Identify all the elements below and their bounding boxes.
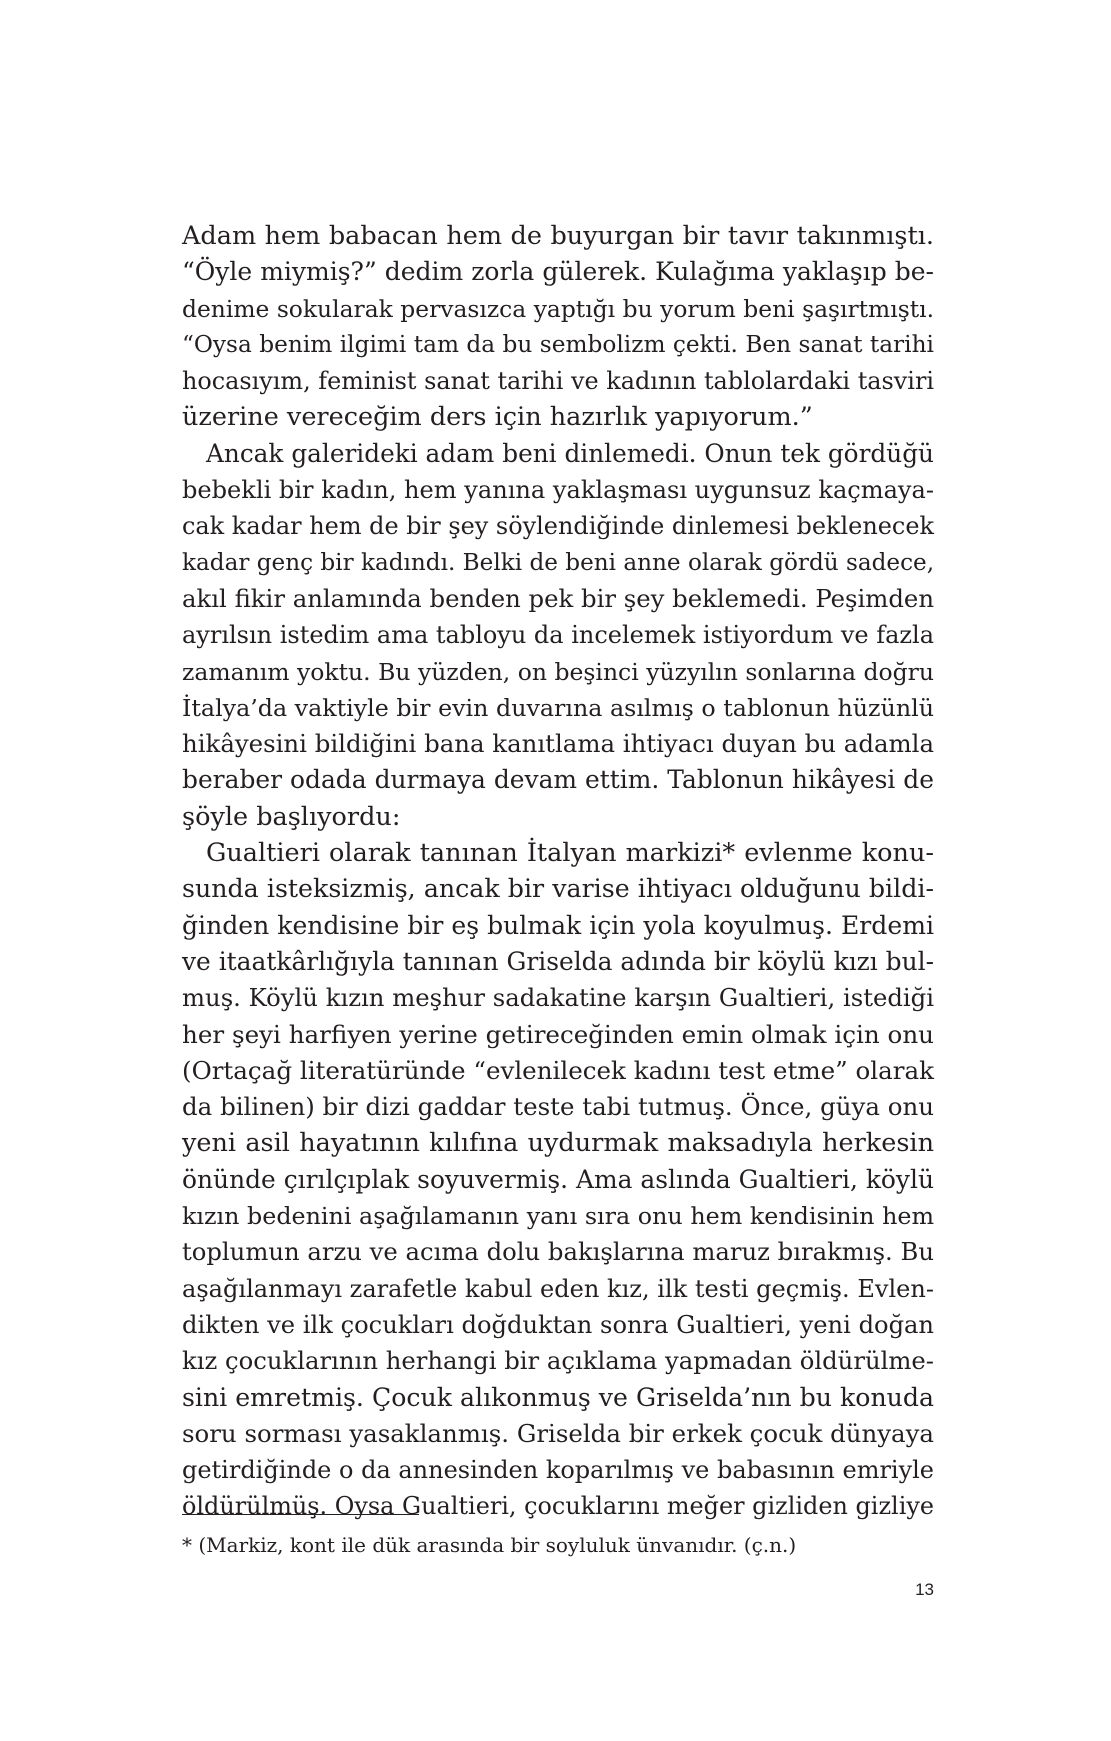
text-line: “Oysa benim ilgimi tam da bu sembolizm çekti. Ben sanat tarihi	[182, 330, 934, 358]
text-line: kız çocuklarının herhangi bir açıklama yapmadan öldürülme-	[182, 1346, 934, 1376]
text-line: aşağılanmayı zarafetle kabul eden kız, ilk testi geçmiş. Evlen-	[182, 1274, 934, 1303]
text-line: İtalya’da vaktiyle bir evin duvarına asılmış o tablonun hüzünlü	[182, 693, 934, 722]
text-line: ğinden kendisine bir eş bulmak için yola koyulmuş. Erdemi	[182, 910, 934, 940]
page-number: 13	[915, 1580, 934, 1599]
text-line: cak kadar hem de bir şey söylendiğinde dinlemesi beklenecek	[182, 512, 934, 541]
text-line: üzerine vereceğim ders için hazırlık yapıyorum.”	[182, 402, 813, 433]
footnote-divider	[182, 1514, 419, 1515]
text-line: önünde çırılçıplak soyuvermiş. Ama aslında Gualtieri, köylü	[182, 1164, 934, 1194]
text-line: şöyle başlıyordu:	[182, 801, 401, 832]
text-line: Gualtieri olarak tanınan İtalyan markizi* evlenme konu-	[206, 838, 934, 869]
text-line: soru sorması yasaklanmış. Griselda bir erkek çocuk dünyaya	[182, 1418, 934, 1448]
text-line: öldürülmüş. Oysa Gualtieri, çocuklarını meğer gizliden gizliye	[182, 1492, 934, 1521]
text-line: Ancak galerideki adam beni dinlemedi. Onun tek gördüğü	[206, 438, 934, 468]
text-line: hikâyesini bildiğini bana kanıtlama ihtiyacı duyan bu adamla	[182, 729, 934, 759]
text-line: sunda isteksizmiş, ancak bir varise ihtiyacı olduğunu bildi-	[182, 874, 934, 904]
text-line: akıl fikir anlamında benden pek bir şey beklemedi. Peşimden	[182, 583, 934, 613]
text-line: “Öyle miymiş?” dedim zorla gülerek. Kulağıma yaklaşıp be-	[182, 257, 934, 287]
text-line: Adam hem babacan hem de buyurgan bir tavır takınmıştı.	[182, 221, 934, 251]
text-line: beraber odada durmaya devam ettim. Tablonun hikâyesi de	[182, 765, 934, 795]
text-line: bebekli bir kadın, hem yanına yaklaşması uygunsuz kaçmaya-	[182, 476, 934, 505]
text-line: toplumun arzu ve acıma dolu bakışlarına maruz bırakmış. Bu	[182, 1237, 934, 1267]
text-line: her şeyi harfiyen yerine getireceğinden emin olmak için onu	[182, 1019, 934, 1049]
text-line: denime sokularak pervasızca yaptığı bu yorum beni şaşırtmıştı.	[182, 294, 934, 323]
body-text	[182, 218, 934, 1525]
text-line: kadar genç bir kadındı. Belki de beni anne olarak gördü sadece,	[182, 549, 935, 576]
text-line: getirdiğinde o da annesinden koparılmış ve babasının emriyle	[182, 1456, 934, 1485]
text-line: dikten ve ilk çocukları doğduktan sonra Gualtieri, yeni doğan	[182, 1310, 934, 1339]
footnote: * (Markiz, kont ile dük arasında bir soyluluk ünvanıdır. (ç.n.)	[182, 1533, 797, 1557]
text-line: (Ortaçağ literatüründe “evlenilecek kadını test etme” olarak	[182, 1055, 934, 1085]
text-line: da bilinen) bir dizi gaddar teste tabi tutmuş. Önce, güya onu	[182, 1092, 934, 1122]
text-line: sini emretmiş. Çocuk alıkonmuş ve Griselda’nın bu konuda	[182, 1382, 934, 1412]
text-line: yeni asil hayatının kılıfına uydurmak maksadıyla herkesin	[182, 1128, 934, 1159]
text-line: zamanım yoktu. Bu yüzden, on beşinci yüzyılın sonlarına doğru	[182, 657, 934, 686]
text-line: kızın bedenini aşağılamanın yanı sıra onu hem kendisinin hem	[182, 1202, 934, 1231]
text-line: muş. Köylü kızın meşhur sadakatine karşın Gualtieri, istediği	[182, 983, 934, 1013]
text-line: ve itaatkârlığıyla tanınan Griselda adında bir köylü kızı bul-	[182, 946, 934, 976]
text-line: hocasıyım, feminist sanat tarihi ve kadının tablolardaki tasviri	[182, 367, 934, 396]
text-line: ayrılsın istedim ama tabloyu da incelemek istiyordum ve fazla	[182, 621, 934, 650]
